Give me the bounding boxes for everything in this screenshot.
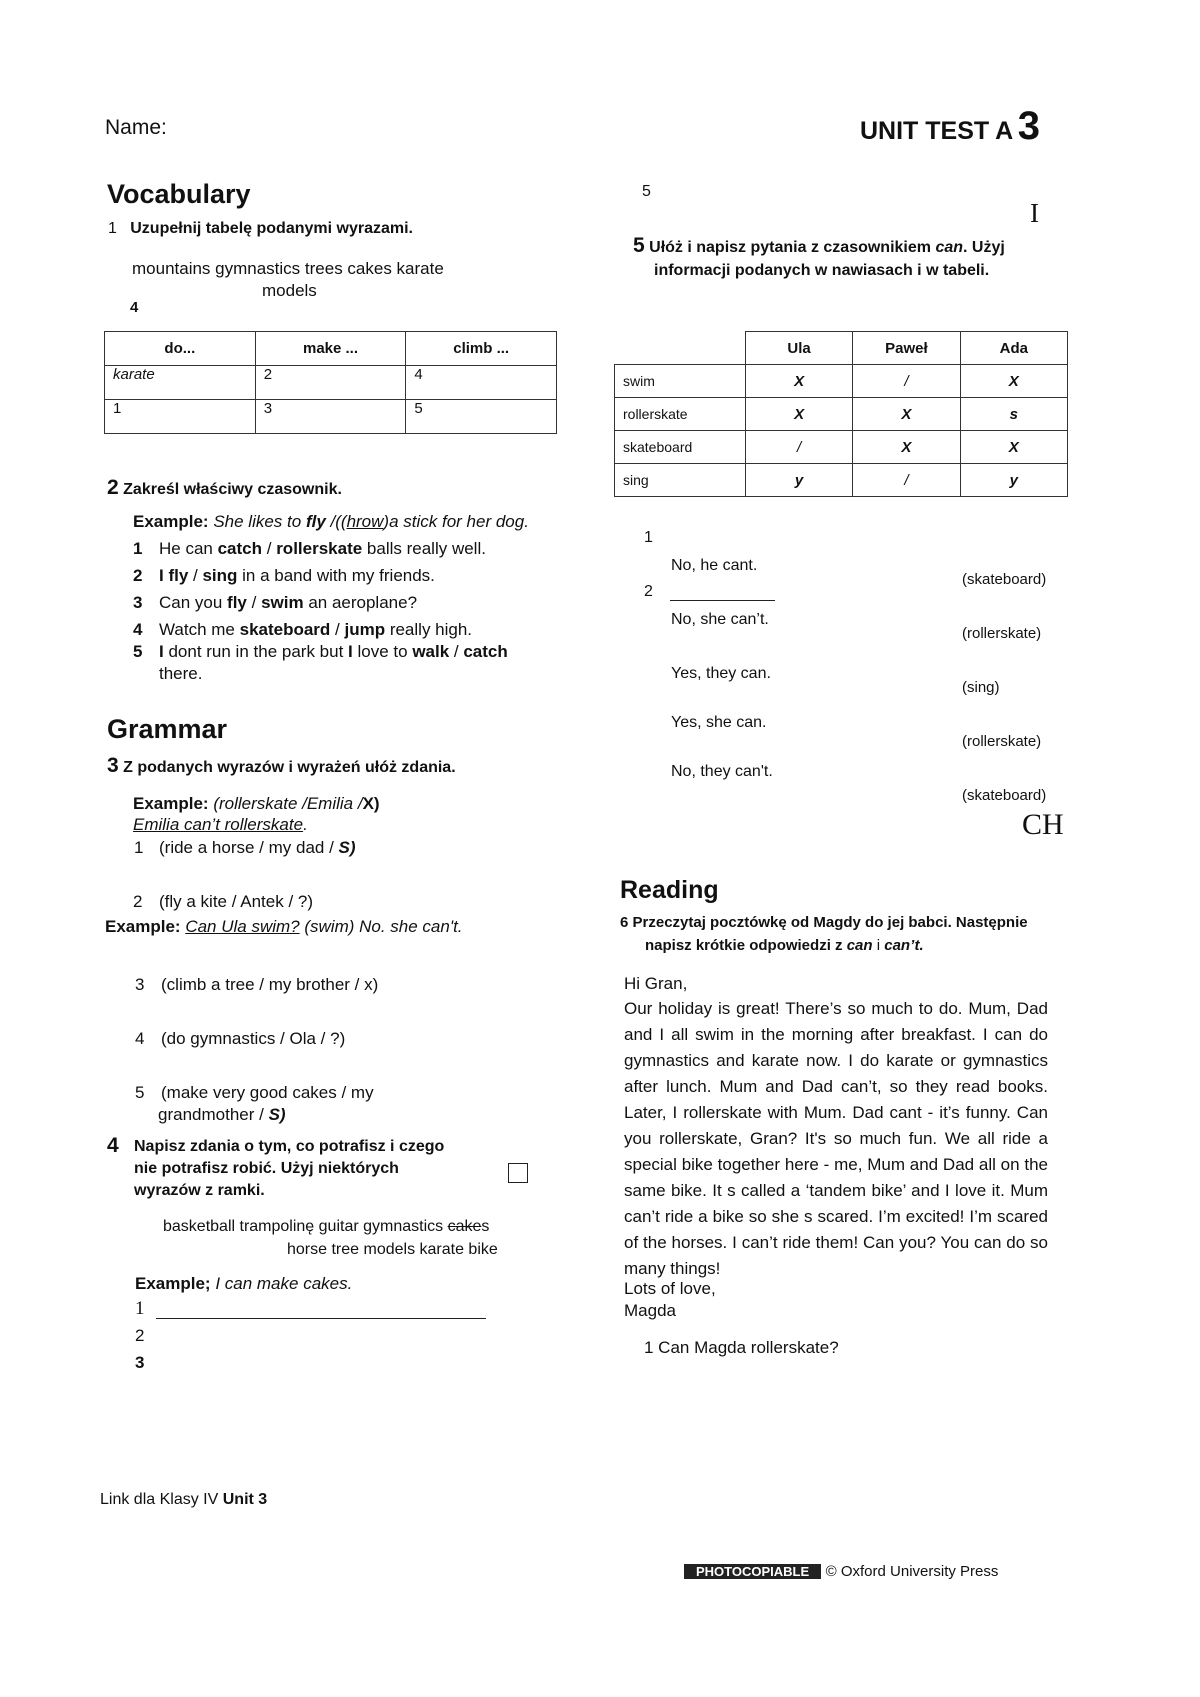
item-text: grandmother / bbox=[158, 1105, 269, 1124]
item-text: Watch me bbox=[159, 620, 240, 639]
ex3-instruction-text: Z podanych wyrazów i wyrażeń ułóż zdania. bbox=[123, 759, 456, 776]
margin-glyph: I bbox=[1030, 198, 1039, 228]
choice-word[interactable]: skateboard bbox=[239, 620, 331, 639]
test-number: 3 bbox=[1017, 104, 1040, 148]
choice-word[interactable]: walk bbox=[412, 642, 450, 661]
table-cell: y bbox=[745, 464, 852, 497]
item-text: (climb a tree / my brother / x) bbox=[161, 975, 379, 994]
hint-text: (rollerskate) bbox=[962, 733, 1042, 750]
item-number: 2 bbox=[133, 566, 143, 585]
table-row bbox=[615, 398, 1068, 431]
table-cell: X bbox=[745, 365, 852, 398]
ex2-example bbox=[133, 512, 529, 532]
table-cell[interactable]: 2 bbox=[255, 366, 406, 400]
word-list: basketball trampolinę guitar gymnastics bbox=[163, 1218, 448, 1235]
ex4-word-box-line1 bbox=[163, 1218, 489, 1236]
table-activity: sing bbox=[615, 464, 746, 497]
item-number: 3 bbox=[135, 975, 145, 994]
item-number: 5 bbox=[135, 1083, 145, 1102]
example-text: ) bbox=[373, 794, 380, 813]
list-item bbox=[134, 838, 356, 858]
ex1-table bbox=[104, 331, 557, 434]
item-text: really high. bbox=[385, 620, 473, 639]
table-cell[interactable]: karate bbox=[105, 366, 256, 400]
table-cell: y bbox=[960, 464, 1067, 497]
grammar-heading: Grammar bbox=[107, 714, 228, 744]
answer-text: Yes, she can. bbox=[671, 714, 767, 731]
ex6-instruction-text: i bbox=[872, 937, 885, 954]
letter-closing: Lots of love, bbox=[624, 1279, 716, 1298]
example-text: (rollerskate /Emilia / bbox=[208, 794, 363, 813]
item-text: I bbox=[348, 642, 353, 661]
table-cell: X bbox=[853, 398, 960, 431]
ex2-instruction-text: Zakreśl właściwy czasownik. bbox=[123, 481, 342, 498]
ex5-instruction-text: Ułóż i napisz pytania z czasownikiem bbox=[649, 239, 936, 256]
ex4-example bbox=[135, 1274, 352, 1294]
item-text: Can you bbox=[159, 593, 228, 612]
ex1-number: 1 bbox=[108, 220, 117, 237]
ex1-instruction-text: Uzupełnij tabelę podanymi wyrazami. bbox=[130, 220, 413, 237]
footer-course-text: Link dla Klasy IV bbox=[100, 1491, 223, 1508]
answer-number: 1 bbox=[644, 529, 653, 546]
table-activity: swim bbox=[615, 365, 746, 398]
ex1-points: 4 bbox=[130, 299, 139, 316]
item-text: / bbox=[246, 593, 262, 612]
ex6-instruction-line2 bbox=[645, 937, 924, 954]
table-activity: skateboard bbox=[615, 431, 746, 464]
list-item bbox=[133, 642, 508, 662]
answer-number: 2 bbox=[644, 583, 653, 600]
hint-text: (skateboard) bbox=[962, 787, 1047, 804]
ex1-words-line1: mountains gymnastics trees cakes karate bbox=[132, 259, 444, 278]
letter-signature: Magda bbox=[624, 1301, 676, 1320]
ex2-number: 2 bbox=[107, 476, 119, 499]
item-text: / bbox=[188, 566, 203, 585]
publisher-text: © Oxford University Press bbox=[825, 1563, 999, 1580]
table-header: make ... bbox=[255, 332, 406, 366]
ex3-instruction bbox=[107, 754, 456, 778]
item-text: love to bbox=[352, 642, 413, 661]
choice-word[interactable]: jump bbox=[344, 620, 386, 639]
list-item bbox=[133, 539, 486, 559]
list-item-continuation: there. bbox=[159, 664, 203, 683]
example-text: /(( bbox=[325, 512, 347, 531]
table-cell[interactable]: 1 bbox=[105, 400, 256, 434]
table-cell[interactable]: 5 bbox=[406, 400, 557, 434]
ex4-instruction bbox=[107, 1134, 119, 1158]
ex1-words-line2: models bbox=[262, 281, 317, 300]
item-text: (ride a horse / my dad / bbox=[159, 838, 339, 857]
list-item bbox=[135, 1029, 345, 1049]
ex5-number: 5 bbox=[633, 234, 645, 257]
list-item bbox=[135, 1083, 374, 1103]
ex3-number: 3 bbox=[107, 754, 119, 777]
ex6-instruction-text: napisz krótkie odpowiedzi z bbox=[645, 937, 847, 954]
item-text: / bbox=[330, 620, 345, 639]
table-cell: / bbox=[853, 365, 960, 398]
list-item bbox=[133, 620, 472, 640]
footer-publisher-block bbox=[684, 1563, 998, 1581]
ex4-number: 4 bbox=[107, 1134, 119, 1157]
answer-text: No, he cant. bbox=[671, 557, 758, 574]
table-cell: X bbox=[745, 398, 852, 431]
list-item-continuation bbox=[158, 1105, 286, 1125]
example-text: . bbox=[303, 815, 308, 834]
item-text: / bbox=[262, 539, 277, 558]
choice-word[interactable]: fly bbox=[227, 593, 247, 612]
answer-text: Yes, they can. bbox=[671, 665, 771, 682]
example-answer: Emilia can’t rollerskate bbox=[133, 815, 304, 834]
ex5-instruction-text: . Użyj bbox=[963, 239, 1005, 256]
answer-line[interactable] bbox=[670, 600, 775, 601]
item-text: an aeroplane? bbox=[303, 593, 418, 612]
example-mark: X bbox=[362, 794, 374, 813]
table-corner bbox=[615, 332, 746, 365]
table-cell: s bbox=[960, 398, 1067, 431]
list-item bbox=[135, 975, 378, 995]
item-text: / bbox=[449, 642, 464, 661]
table-cell: X bbox=[853, 431, 960, 464]
example-label: Example; bbox=[135, 1274, 211, 1293]
table-header: do... bbox=[105, 332, 256, 366]
margin-glyph: CH bbox=[1022, 808, 1064, 841]
ex5-instruction-line1 bbox=[633, 234, 1005, 258]
example-text: She likes to bbox=[213, 512, 306, 531]
answer-number: 1 bbox=[135, 1298, 145, 1319]
choice-word[interactable]: sing bbox=[202, 566, 238, 585]
table-header: climb ... bbox=[406, 332, 557, 366]
footer-unit: Unit 3 bbox=[222, 1491, 268, 1508]
ex6-instruction-text: can bbox=[846, 937, 873, 954]
answer-text: No, she can’t. bbox=[671, 611, 769, 628]
example-word: fly bbox=[305, 512, 326, 531]
table-row bbox=[615, 464, 1068, 497]
ex2-instruction bbox=[107, 476, 342, 500]
ex3-example-answer bbox=[133, 815, 308, 835]
ex5-table bbox=[614, 331, 1068, 497]
reading-heading: Reading bbox=[620, 876, 719, 904]
table-row bbox=[615, 431, 1068, 464]
table-cell: X bbox=[960, 431, 1067, 464]
item-text: (make very good cakes / my bbox=[161, 1083, 374, 1102]
ex1-instruction bbox=[108, 220, 413, 238]
item-mark: S) bbox=[338, 838, 356, 857]
table-activity: rollerskate bbox=[615, 398, 746, 431]
item-number: 4 bbox=[135, 1029, 145, 1048]
reading-question: 1 Can Magda rollerskate? bbox=[644, 1338, 839, 1357]
list-item bbox=[133, 593, 417, 613]
answer-text: No, they can't. bbox=[671, 763, 773, 780]
footer-course-label bbox=[100, 1491, 267, 1509]
table-cell: / bbox=[853, 464, 960, 497]
answer-line[interactable] bbox=[156, 1318, 486, 1319]
answer-number: 3 bbox=[135, 1353, 145, 1372]
vocabulary-heading: Vocabulary bbox=[107, 179, 251, 209]
ex3-example bbox=[133, 794, 380, 814]
ex5-instruction-text: can bbox=[935, 239, 964, 256]
item-number: 1 bbox=[134, 838, 144, 857]
example-label: Example: bbox=[133, 794, 209, 813]
hint-text: (skateboard) bbox=[962, 571, 1047, 588]
choice-word[interactable]: I fly bbox=[159, 566, 189, 585]
letter-body: Our holiday is great! There’s so much to do. Mum, Dad and I all swim in the morning after breakfast. I can do gymnastics and karate now. I do karate or gymnastics after lunch. Mum and Dad can’t, so they read books. Later, I rollerskate with Mum. Dad cant - it’s funny. Can you rollerskate, Gran? It's so much fun. We all ride a special bike together here - me, Mum and Dad all on the same bike. It s called a ‘tandem bike’ and I love it. Mum can’t ride a bike so she s scared. I’m excited! I’m scared of the horses. I can’t ride them! Can you? You can do so many things! bbox=[624, 999, 1048, 1278]
list-item bbox=[133, 566, 435, 586]
crossed-word: cake bbox=[447, 1218, 482, 1235]
score-checkbox[interactable] bbox=[508, 1163, 528, 1183]
table-header-row bbox=[615, 332, 1068, 365]
item-text: I bbox=[159, 642, 164, 661]
name-label: Name: bbox=[105, 116, 167, 139]
word-list: s bbox=[481, 1218, 490, 1235]
example-text: I can make cakes. bbox=[210, 1274, 353, 1293]
table-header: Ada bbox=[960, 332, 1067, 365]
table-cell: X bbox=[960, 365, 1067, 398]
table-header: Ula bbox=[745, 332, 852, 365]
test-title: UNIT TEST A bbox=[860, 117, 1014, 145]
item-text: dont run in the park but bbox=[163, 642, 349, 661]
item-number: 3 bbox=[133, 593, 143, 612]
choice-word[interactable]: swim bbox=[261, 593, 304, 612]
photocopiable-badge: PHOTOCOPIABLE bbox=[684, 1564, 821, 1579]
list-item bbox=[133, 892, 313, 912]
item-mark: S) bbox=[268, 1105, 286, 1124]
choice-word[interactable]: catch bbox=[217, 539, 263, 558]
ex4-instruction-line1: Napisz zdania o tym, co potrafisz i czego bbox=[134, 1138, 445, 1155]
table-cell[interactable]: 4 bbox=[406, 366, 557, 400]
hint-text: (rollerskate) bbox=[962, 625, 1042, 642]
item-number: 4 bbox=[133, 620, 143, 639]
item-text: He can bbox=[159, 539, 218, 558]
top-number: 5 bbox=[642, 183, 651, 200]
choice-word[interactable]: rollerskate bbox=[276, 539, 363, 558]
ex6-instruction-line1: 6 Przeczytaj pocztówkę od Magdy do jej babci. Następnie bbox=[620, 914, 1028, 931]
choice-word[interactable]: catch bbox=[463, 642, 508, 661]
ex5-instruction-line2: informacji podanych w nawiasach i w tabeli. bbox=[654, 262, 990, 279]
ex6-instruction-text: can’t. bbox=[884, 937, 924, 954]
example-label: Example: bbox=[105, 917, 181, 936]
table-row bbox=[105, 366, 557, 400]
item-text: (fly a kite / Antek / ?) bbox=[159, 892, 314, 911]
item-text: balls really well. bbox=[362, 539, 486, 558]
item-text: in a band with my friends. bbox=[237, 566, 435, 585]
item-number: 2 bbox=[133, 892, 143, 911]
ex3-example2 bbox=[105, 917, 463, 937]
item-number: 1 bbox=[133, 539, 143, 558]
ex4-word-box-line2: horse tree models karate bike bbox=[287, 1241, 498, 1258]
example-question: Can Ula swim? bbox=[185, 917, 300, 936]
table-cell[interactable]: 3 bbox=[255, 400, 406, 434]
unit-test-title bbox=[860, 104, 1040, 149]
item-text: (do gymnastics / Ola / ?) bbox=[161, 1029, 346, 1048]
hint-text: (sing) bbox=[962, 679, 1000, 696]
ex4-instruction-line2: nie potrafisz robić. Użyj niektórych bbox=[134, 1160, 399, 1177]
example-text: (swim) No. she can't. bbox=[299, 917, 463, 936]
example-circled-word: hrow bbox=[346, 512, 384, 531]
table-row bbox=[105, 400, 557, 434]
ex4-instruction-line3: wyrazów z ramki. bbox=[134, 1182, 265, 1199]
item-number: 5 bbox=[133, 642, 143, 661]
letter-greeting: Hi Gran, bbox=[624, 974, 688, 993]
table-row bbox=[615, 365, 1068, 398]
table-cell: / bbox=[745, 431, 852, 464]
example-text: )a stick for her dog. bbox=[383, 512, 529, 531]
table-header-row bbox=[105, 332, 557, 366]
answer-number: 2 bbox=[135, 1326, 145, 1345]
example-label: Example: bbox=[133, 512, 209, 531]
table-header: Paweł bbox=[853, 332, 960, 365]
